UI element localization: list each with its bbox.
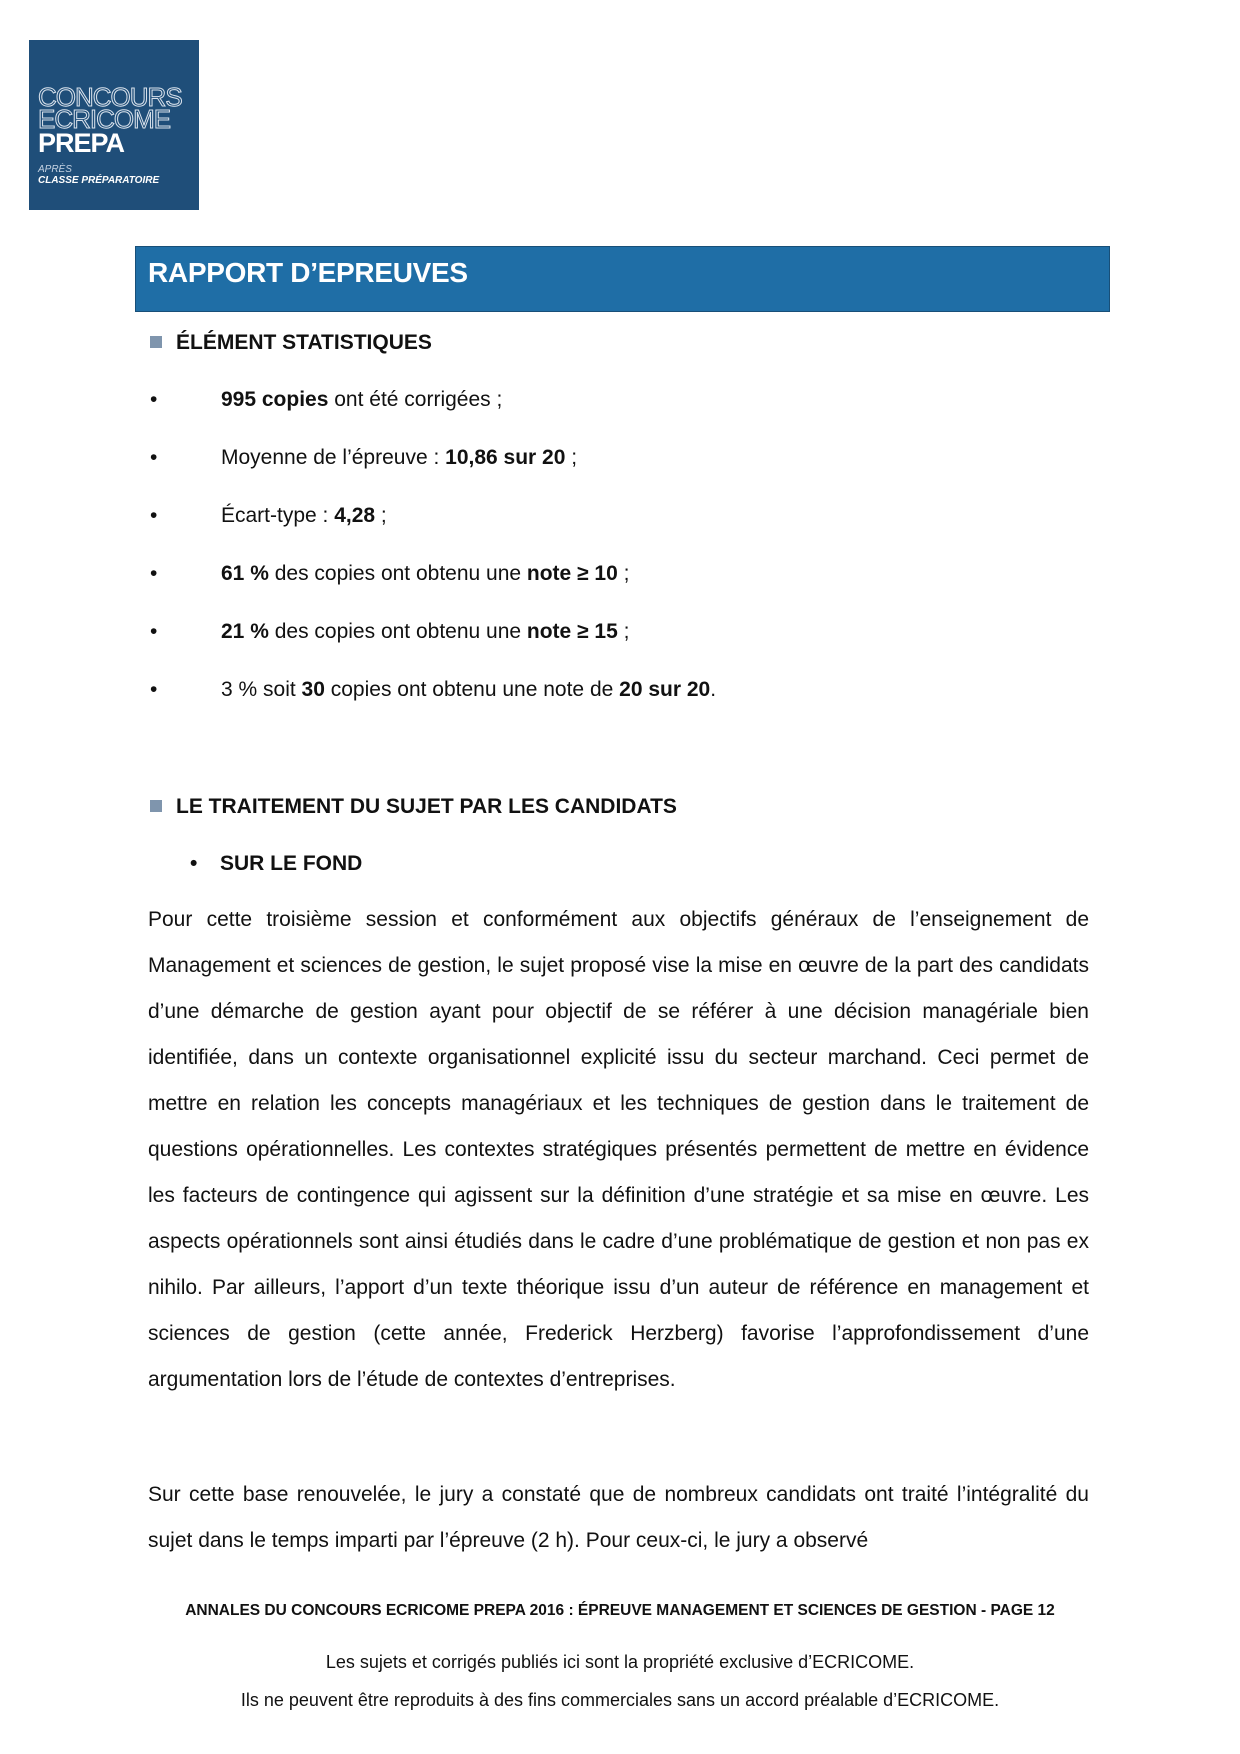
footer-notice: Les sujets et corrigés publiés ici sont la propriété exclusive d’ECRICOME.	[325, 1652, 915, 1672]
stat-value: note ≥ 15	[526, 620, 618, 643]
sub-heading-text: SUR LE FOND	[220, 852, 363, 875]
stat-value: 61 %	[221, 562, 269, 585]
stat-value: 4,28	[334, 504, 376, 527]
ecricome-logo	[29, 40, 199, 210]
stat-value: 995 copies	[221, 388, 329, 411]
stat-value: note ≥ 10	[526, 562, 618, 585]
stat-text: ;	[565, 446, 578, 469]
square-bullet-icon	[150, 800, 162, 812]
stat-text: ;	[617, 562, 630, 585]
stat-value: 20 sur 20	[619, 678, 711, 701]
logo-line-concours: CONCOURS	[38, 82, 182, 112]
stat-text: 3 % soit	[221, 678, 302, 701]
stat-value: 21 %	[221, 620, 269, 643]
stat-text: des copies ont obtenu une	[268, 620, 527, 643]
footer-title: ANNALES DU CONCOURS ECRICOME PREPA 2016 : ÉPREUVE MANAGEMENT ET SCIENCES DE GESTION - PAGE 12	[185, 1602, 1055, 1619]
logo-line-apres: APRÈS	[38, 164, 72, 175]
bullet-icon: •	[150, 620, 158, 643]
stat-text: des copies ont obtenu une	[268, 562, 527, 585]
paragraph: Pour cette troisième session et conformément aux objectifs généraux de l’enseignement de Management et sciences de gestion, le sujet proposé vise la mise en œuvre de la part des candidats d’une démarche de gestion ayant pour objectif de se référer à une décision managériale bien identifiée, dans un contexte organisationnel explicité issu du secteur marchand. Ceci permet de mettre en relation les concepts managériaux et les techniques de gestion dans le traitement de questions opérationnelles. Les contextes stratégiques présentés permettent de mettre en évidence les facteurs de contingence qui agissent sur la définition d’une stratégie et sa mise en œuvre. Les aspects opérationnels sont ainsi étudiés dans le cadre d’une problématique de gestion et non pas ex nihilo. Par ailleurs, l’apport d’un texte théorique issu d’un auteur de référence en management et sciences de gestion (cette année, Frederick Herzberg) favorise l’approfondissement d’une argumentation lors de l’étude de contextes d’entreprises.	[148, 908, 1089, 1391]
stat-text: ont été corrigées ;	[328, 388, 503, 411]
stat-text: Écart-type :	[221, 504, 335, 527]
square-bullet-icon	[150, 336, 162, 348]
stat-value: 30	[301, 678, 325, 701]
stat-text: Moyenne de l’épreuve :	[221, 446, 446, 469]
bullet-icon: •	[150, 504, 158, 527]
stats-heading-text: ÉLÉMENT STATISTIQUES	[176, 331, 432, 354]
bullet-icon: •	[190, 852, 198, 875]
stat-text: ;	[617, 620, 630, 643]
footer-notice: Ils ne peuvent être reproduits à des fins commerciales sans un accord préalable d’ECRICOME.	[240, 1690, 1000, 1710]
logo-line-prepa: PREPA	[38, 128, 125, 158]
bullet-icon: •	[150, 678, 158, 701]
paragraph: Sur cette base renouvelée, le jury a constaté que de nombreux candidats ont traité l’intégralité du sujet dans le temps imparti par l’épreuve (2 h). Pour ceux-ci, le jury a observé	[148, 1483, 1089, 1552]
bullet-icon: •	[150, 446, 158, 469]
title-banner	[135, 246, 1110, 312]
logo-line-ecricome: ECRICOME	[38, 104, 171, 134]
stat-value: 10,86 sur 20	[445, 446, 566, 469]
treatment-heading	[150, 795, 677, 819]
stat-text: .	[710, 678, 717, 701]
stat-text: ;	[375, 504, 387, 527]
logo-line-classe: CLASSE PRÉPARATOIRE	[38, 175, 160, 186]
stat-text: copies ont obtenu une note de	[324, 678, 620, 701]
bullet-icon: •	[150, 562, 158, 585]
stats-heading	[150, 331, 432, 355]
bullet-icon: •	[150, 388, 158, 411]
treatment-heading-text: LE TRAITEMENT DU SUJET PAR LES CANDIDATS	[176, 795, 677, 818]
page-title: RAPPORT D’EPREUVES	[148, 257, 468, 288]
